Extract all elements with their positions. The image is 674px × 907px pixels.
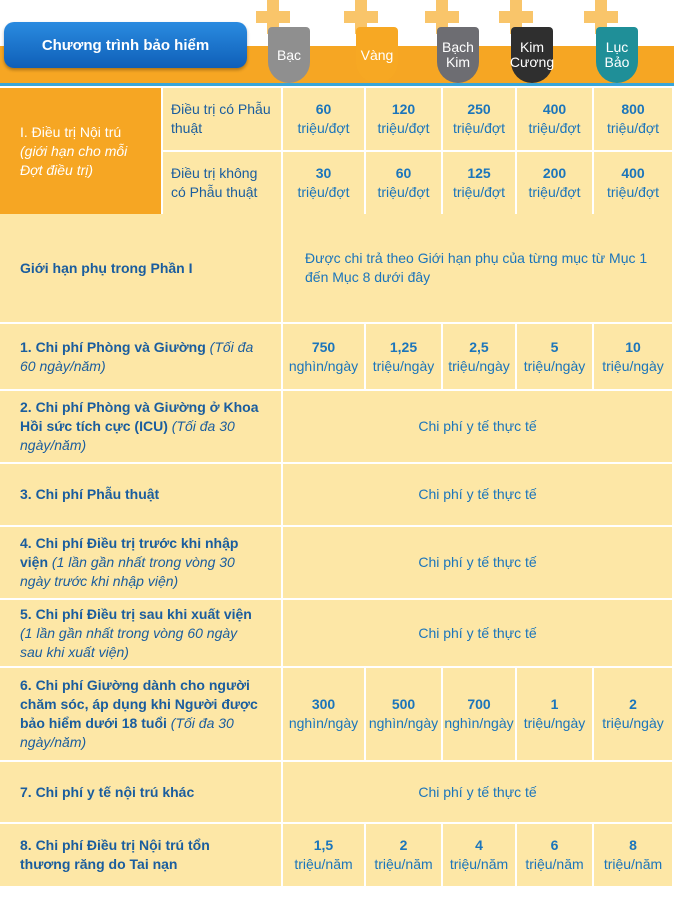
benefit-text <box>283 214 674 322</box>
unit: triệu/đợt <box>377 184 430 200</box>
benefit-value <box>517 152 594 214</box>
amount: 125 <box>467 165 491 181</box>
benefit-value <box>283 152 366 214</box>
row-label <box>0 824 283 886</box>
section-note: (giới hạn cho mỗi Đợt điều trị) <box>20 142 128 178</box>
unit: triệu/năm <box>603 856 663 872</box>
amount: 1 <box>550 696 559 712</box>
row-title: 1. Chi phí Phòng và Giường <box>20 338 206 355</box>
benefit-value <box>594 824 674 886</box>
table-row <box>0 762 674 824</box>
row-note: (Tối đa 60 ngày/năm) <box>20 338 254 374</box>
benefit-text <box>283 762 674 822</box>
amount: 8 <box>629 837 637 853</box>
unit: triệu/ngày <box>523 715 586 731</box>
sub-label: Điều trị có Phẫu thuật <box>163 88 283 150</box>
section-label <box>0 88 163 214</box>
unit: triệu/ngày <box>523 357 586 374</box>
row-label <box>0 391 283 462</box>
amount: 1,25 <box>389 338 418 355</box>
amount: 250 <box>467 101 491 117</box>
unit: triệu/ngày <box>602 715 664 731</box>
row-note: (Tối đa 30 ngày/năm) <box>20 715 234 750</box>
unit: triệu/năm <box>374 856 433 872</box>
benefit-value <box>366 324 443 389</box>
row-note: (1 lần gần nhất trong vòng 30 ngày trước khi nhập viện) <box>20 554 235 589</box>
benefit-value <box>366 152 443 214</box>
benefit-value <box>443 824 517 886</box>
amount: 800 <box>621 101 645 117</box>
benefit-value <box>517 88 594 150</box>
amount: 700 <box>467 696 491 712</box>
section-title: I. Điều trị Nội trú <box>20 123 122 140</box>
table-row <box>0 668 674 762</box>
benefit-value <box>594 152 674 214</box>
table-row <box>0 214 674 324</box>
table-row <box>0 324 674 391</box>
amount: 5 <box>550 338 559 355</box>
benefit-text <box>283 527 674 598</box>
unit: triệu/năm <box>294 856 353 872</box>
benefit-value <box>517 324 594 389</box>
benefit-text-value: Chi phí y tế thực tế <box>418 624 537 641</box>
unit: nghìn/ngày <box>444 715 514 731</box>
unit: triệu/đợt <box>528 120 581 136</box>
unit: triệu/ngày <box>448 357 510 374</box>
row-title: 5. Chi phí Điều trị sau khi xuất viện <box>20 605 252 622</box>
row-title: 2. Chi phí Phòng và Giường ở Khoa Hồi sức tích cực (ICU) <box>20 399 259 434</box>
amount: 750 <box>311 338 336 355</box>
plan-name: Bạch Kim <box>442 39 474 70</box>
plan-badge <box>511 27 553 83</box>
table-row <box>0 600 674 668</box>
benefit-text-value: Chi phí y tế thực tế <box>418 486 537 502</box>
row-title: 6. Chi phí Giường dành cho người chăm sóc, áp dụng khi Người được bảo hiểm dưới 18 tuổi <box>20 677 258 731</box>
benefit-value <box>594 88 674 150</box>
plan-name: Vàng <box>360 46 394 63</box>
unit: triệu/đợt <box>453 120 505 136</box>
amount: 120 <box>391 101 416 117</box>
unit: nghìn/ngày <box>368 715 439 731</box>
plan-badge <box>356 27 398 83</box>
benefit-value <box>283 88 366 150</box>
benefit-text <box>283 600 674 666</box>
table-row <box>0 464 674 527</box>
plan-name: Kim Cương <box>509 39 555 70</box>
unit: nghìn/ngày <box>288 357 359 374</box>
unit: triệu/đợt <box>607 120 659 136</box>
row-title: 3. Chi phí Phẫu thuật <box>20 486 160 502</box>
benefit-text-value: Chi phí y tế thực tế <box>418 783 537 800</box>
benefit-value <box>366 88 443 150</box>
benefit-value <box>443 152 517 214</box>
benefit-text-value: Chi phí y tế thực tế <box>418 554 537 570</box>
unit: triệu/đợt <box>528 184 581 200</box>
row-label <box>0 762 283 822</box>
benefit-value <box>517 824 594 886</box>
amount: 1,5 <box>313 837 334 853</box>
header-divider <box>0 83 674 86</box>
benefit-value <box>283 824 366 886</box>
unit: triệu/đợt <box>377 120 430 136</box>
amount: 60 <box>315 101 332 117</box>
plan-name: Lục Bảo <box>604 39 630 70</box>
benefit-value <box>366 668 443 760</box>
benefit-value <box>283 324 366 389</box>
amount: 300 <box>311 696 336 712</box>
benefit-value <box>517 668 594 760</box>
plan-badge <box>596 27 638 83</box>
row-label <box>0 214 283 322</box>
amount: 500 <box>391 696 416 712</box>
table-row <box>0 527 674 600</box>
amount: 60 <box>395 165 412 181</box>
benefit-text <box>283 464 674 525</box>
benefit-text-value: Chi phí y tế thực tế <box>418 418 537 434</box>
plan-badge <box>437 27 479 83</box>
amount: 400 <box>621 165 645 181</box>
sub-label: Điều trị không có Phẫu thuật <box>163 152 283 214</box>
unit: triệu/đợt <box>607 184 659 200</box>
amount: 6 <box>550 837 559 853</box>
unit: triệu/ngày <box>372 357 435 374</box>
benefit-value <box>283 668 366 760</box>
unit: triệu/đợt <box>297 120 350 136</box>
unit: triệu/năm <box>525 856 584 872</box>
row-title: 4. Chi phí Điều trị trước khi nhập viện <box>20 535 239 570</box>
row-label <box>0 464 283 525</box>
amount: 4 <box>475 837 483 853</box>
amount: 30 <box>315 165 332 181</box>
plan-badge <box>268 27 310 83</box>
plan-name: Bạc <box>276 46 302 63</box>
program-title: Chương trình bảo hiểm <box>4 22 247 68</box>
unit: triệu/đợt <box>453 184 505 200</box>
amount: 2 <box>629 696 637 712</box>
row-label <box>0 527 283 598</box>
benefit-text <box>283 391 674 462</box>
row-label <box>0 600 283 666</box>
amount: 2,5 <box>469 338 489 355</box>
benefit-value <box>594 324 674 389</box>
benefits-table <box>0 88 674 888</box>
amount: 2 <box>399 837 408 853</box>
amount: 200 <box>542 165 567 181</box>
amount: 10 <box>625 338 641 355</box>
benefit-text-value: Được chi trả theo Giới hạn phụ của từng mục từ Mục 1 đến Mục 8 dưới đây <box>305 250 648 285</box>
unit: triệu/đợt <box>297 184 350 200</box>
row-label <box>0 668 283 760</box>
benefit-value <box>443 324 517 389</box>
unit: nghìn/ngày <box>288 715 359 731</box>
row-title: 8. Chi phí Điều trị Nội trú tổn thương răng do Tai nạn <box>20 837 210 872</box>
table-row <box>0 824 674 888</box>
table-row <box>0 391 674 464</box>
unit: triệu/ngày <box>602 357 664 374</box>
row-note: (Tối đa 30 ngày/năm) <box>20 418 235 453</box>
unit: triệu/năm <box>449 856 509 872</box>
benefit-value <box>366 824 443 886</box>
benefit-value <box>594 668 674 760</box>
row-title: 7. Chi phí y tế nội trú khác <box>20 783 195 800</box>
row-note: (1 lần gần nhất trong vòng 60 ngày sau khi xuất viện) <box>20 624 238 660</box>
row-title: Giới hạn phụ trong Phần I <box>20 259 193 276</box>
amount: 400 <box>542 101 567 117</box>
benefit-value <box>443 668 517 760</box>
row-label <box>0 324 283 389</box>
benefit-value <box>443 88 517 150</box>
